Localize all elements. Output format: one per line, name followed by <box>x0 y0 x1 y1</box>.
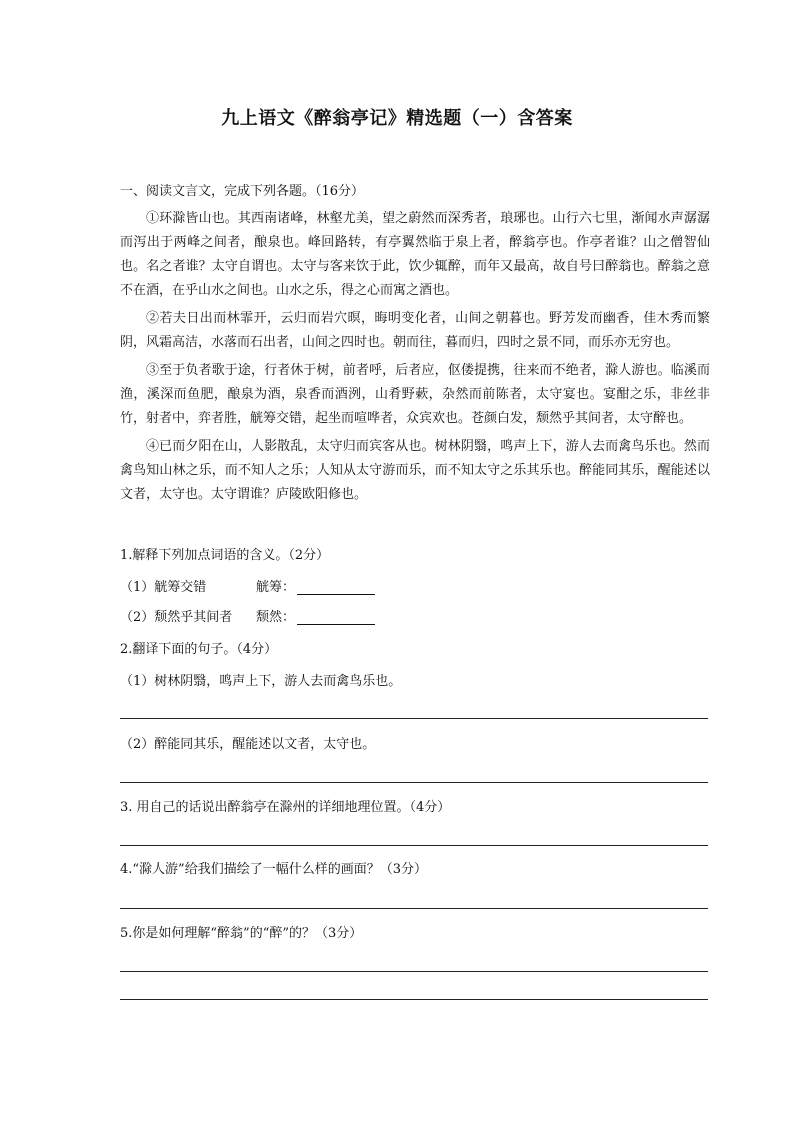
passage <box>120 207 710 507</box>
item-term: 觥筹： <box>256 580 296 595</box>
question-1-item-1 <box>120 578 375 598</box>
question-1-item-2 <box>120 608 375 628</box>
question-4: 4.“滁人游”给我们描绘了一幅什么样的画面？（3分） <box>120 862 427 877</box>
item-term: 颓然： <box>256 610 296 625</box>
answer-line[interactable] <box>120 782 708 783</box>
item-label: （2）颓然乎其间者 <box>120 610 233 625</box>
answer-line[interactable] <box>120 845 708 846</box>
question-3: 3. 用自己的话说出醉翁亭在滁州的详细地理位置。（4分） <box>120 800 451 815</box>
answer-blank[interactable] <box>297 610 375 625</box>
passage-paragraph-1: ①环滁皆山也。其西南诸峰，林壑尤美，望之蔚然而深秀者，琅琊也。山行六七里，渐闻水声潺潺而泻出于两峰之间者，酿泉也。峰回路转，有亭翼然临于泉上者，醉翁亭也。作亭者谁？山之僧智仙也。名之者谁？太守自谓也。太守与客来饮于此，饮少辄醉，而年又最高，故自号曰醉翁也。醉翁之意不在酒，在乎山水之间也。山水之乐，得之心而寓之酒也。 <box>120 211 710 298</box>
answer-line[interactable] <box>120 908 708 909</box>
answer-line[interactable] <box>120 718 708 719</box>
section-heading: 一、阅读文言文，完成下列各题。（16分） <box>120 184 365 199</box>
item-label: （1）觥筹交错 <box>120 580 207 595</box>
passage-paragraph-4: ④已而夕阳在山，人影散乱，太守归而宾客从也。树林阴翳，鸣声上下，游人去而禽鸟乐也。然而禽鸟知山林之乐，而不知人之乐；人知从太守游而乐，而不知太守之乐其乐也。醉能同其乐，醒能述以文者，太守也。太守谓谁？庐陵欧阳修也。 <box>120 439 710 502</box>
question-2-item-1: （1）树林阴翳，鸣声上下，游人去而禽鸟乐也。 <box>120 674 402 689</box>
page-title: 九上语文《醉翁亭记》精选题（一）含答案 <box>221 108 573 129</box>
answer-line[interactable] <box>120 971 708 972</box>
question-2-item-2: （2）醉能同其乐，醒能述以文者，太守也。 <box>120 737 376 752</box>
question-2: 2.翻译下面的句子。（4分） <box>120 642 278 657</box>
question-1: 1.解释下列加点词语的含义。（2分） <box>120 548 330 563</box>
answer-line[interactable] <box>120 999 708 1000</box>
passage-paragraph-3: ③至于负者歌于途，行者休于树，前者呼，后者应，伛偻提携，往来而不绝者，滁人游也。临溪而渔，溪深而鱼肥，酿泉为酒，泉香而酒洌，山肴野蔌，杂然而前陈者，太守宴也。宴酣之乐，非丝非竹，射者中，弈者胜，觥筹交错，起坐而喧哗者，众宾欢也。苍颜白发，颓然乎其间者，太守醉也。 <box>120 363 710 426</box>
passage-paragraph-2: ②若夫日出而林霏开，云归而岩穴暝，晦明变化者，山间之朝暮也。野芳发而幽香，佳木秀而繁阴，风霜高洁，水落而石出者，山间之四时也。朝而往，暮而归，四时之景不同，而乐亦无穷也。 <box>120 311 710 350</box>
question-5: 5.你是如何理解“醉翁”的“醉”的？（3分） <box>120 926 363 941</box>
answer-blank[interactable] <box>297 580 375 595</box>
